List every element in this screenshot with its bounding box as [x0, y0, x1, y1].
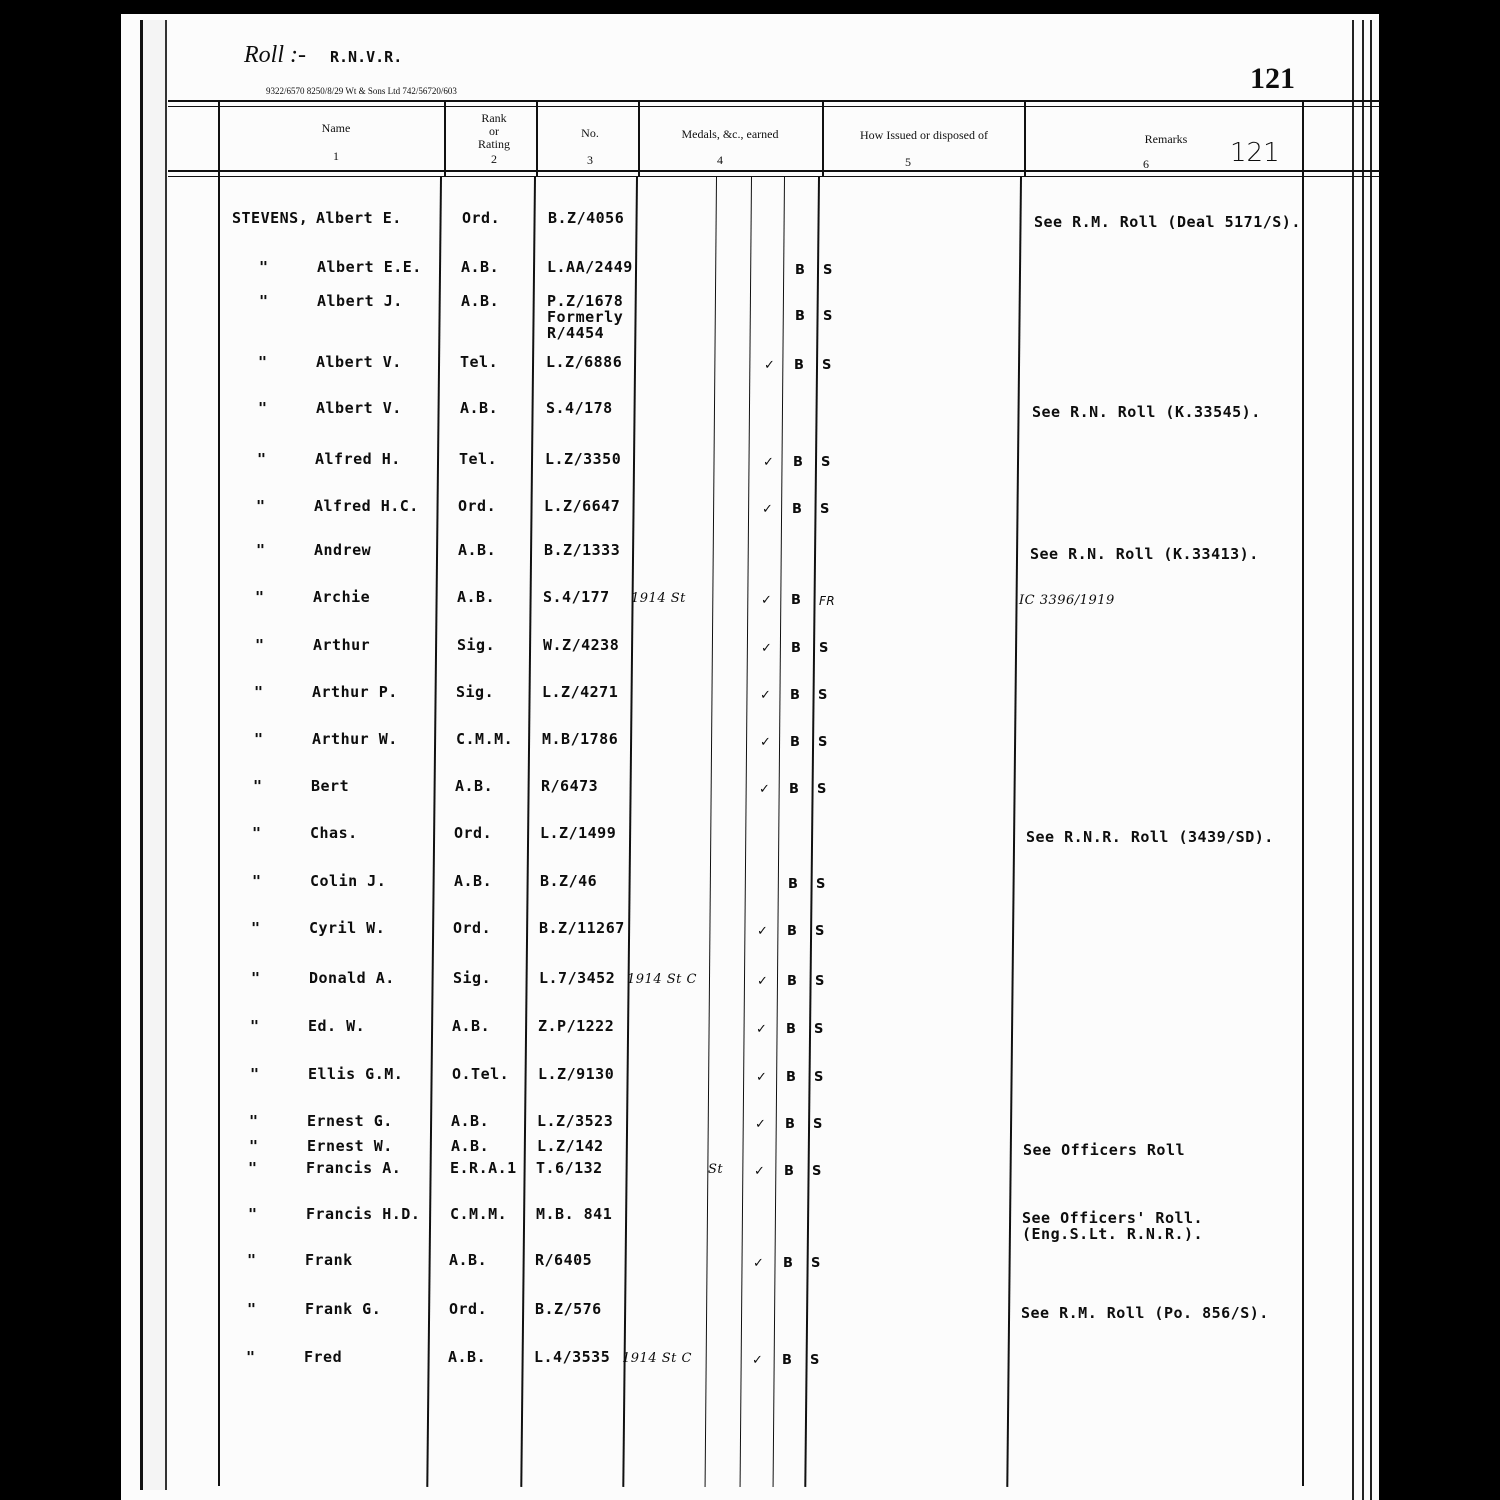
- entry-b-mark: B: [790, 688, 801, 703]
- entry-verified-check: ✓: [764, 358, 776, 373]
- top-rule: [168, 100, 1380, 102]
- entry-given-name: Bert: [311, 777, 350, 795]
- ditto-mark: ": [250, 1017, 260, 1035]
- entry-service-number: B.Z/46: [540, 872, 598, 890]
- entry-service-number: T.6/132: [536, 1159, 603, 1177]
- entry-surname: STEVENS,: [232, 209, 309, 227]
- col-header-remarks: Remarks: [1144, 132, 1188, 146]
- ditto-mark: ": [252, 824, 262, 842]
- col-divider: [218, 100, 220, 1486]
- entry-verified-check: ✓: [755, 1117, 767, 1132]
- entry-rank: C.M.M.: [450, 1205, 508, 1223]
- entry-given-name: Francis A.: [306, 1159, 402, 1177]
- entry-remarks: See R.M. Roll (Deal 5171/S).: [1034, 213, 1301, 231]
- entry-b-mark: B: [786, 1022, 797, 1037]
- entry-b-mark: B: [789, 782, 800, 797]
- entry-rank: A.B.: [461, 258, 500, 276]
- entry-given-name: Chas.: [310, 824, 358, 842]
- entry-s-mark: S: [820, 502, 830, 517]
- entry-medal-star: 1914 St: [631, 591, 686, 606]
- ditto-mark: ": [247, 1300, 257, 1318]
- entry-s-mark: FR: [819, 594, 836, 608]
- entry-given-name: Frank G.: [305, 1300, 382, 1318]
- entry-service-number: B.Z/11267: [539, 919, 625, 937]
- entry-s-mark: S: [823, 263, 833, 278]
- entry-b-mark: B: [785, 1117, 796, 1132]
- entry-star-mark: St: [708, 1162, 724, 1177]
- entry-verified-check: ✓: [761, 593, 773, 608]
- col-divider: [822, 100, 824, 177]
- ditto-mark: ": [255, 636, 265, 654]
- entry-service-number: W.Z/4238: [543, 636, 620, 654]
- entry-rank: Ord.: [458, 497, 497, 515]
- entry-remarks: See R.N. Roll (K.33545).: [1032, 403, 1261, 421]
- entry-rank: C.M.M.: [456, 730, 514, 748]
- entry-s-mark: S: [813, 1117, 823, 1132]
- entry-rank: Tel.: [459, 450, 498, 468]
- entry-b-mark: B: [787, 974, 798, 989]
- entry-given-name: Frank: [305, 1251, 353, 1269]
- entry-service-number: M.B/1786: [542, 730, 619, 748]
- entry-service-number: L.Z/3350: [545, 450, 622, 468]
- entry-b-mark: B: [792, 502, 803, 517]
- ditto-mark: ": [250, 1065, 260, 1083]
- col-header-issued: How Issued or disposed of: [860, 128, 988, 142]
- entry-rank: A.B.: [454, 872, 493, 890]
- entry-s-mark: S: [812, 1164, 822, 1179]
- print-code: 9322/6570 8250/8/29 Wt & Sons Ltd 742/56720/603: [266, 86, 457, 96]
- entry-verified-check: ✓: [753, 1256, 765, 1271]
- page-binding: [140, 20, 167, 1490]
- entry-b-mark: B: [793, 455, 804, 470]
- ditto-mark: ": [252, 872, 262, 890]
- entry-rank: Ord.: [453, 919, 492, 937]
- entry-s-mark: S: [823, 309, 833, 324]
- entry-given-name: Albert V.: [316, 353, 402, 371]
- entry-medal-star: 1914 St C: [622, 1351, 692, 1366]
- ditto-mark: ": [251, 919, 261, 937]
- ditto-mark: ": [254, 730, 264, 748]
- ditto-mark: ": [247, 1251, 257, 1269]
- col-header-number: No.: [581, 126, 599, 140]
- entry-given-name: Arthur: [313, 636, 371, 654]
- entry-rank: Sig.: [457, 636, 496, 654]
- entry-s-mark: S: [822, 358, 832, 373]
- col-header-rank: Rank or Rating: [478, 111, 510, 151]
- entry-verified-check: ✓: [757, 974, 769, 989]
- entry-s-mark: S: [821, 455, 831, 470]
- entry-rank: Ord.: [462, 209, 501, 227]
- entry-given-name: Archie: [313, 588, 371, 606]
- entry-rank: Tel.: [460, 353, 499, 371]
- col-header-name-num: 1: [333, 149, 339, 163]
- entry-rank: A.B.: [458, 541, 497, 559]
- col-divider: [638, 100, 640, 177]
- entry-rank: Ord.: [449, 1300, 488, 1318]
- entry-remarks: See R.N. Roll (K.33413).: [1030, 545, 1259, 563]
- entry-given-name: Andrew: [314, 541, 372, 559]
- entry-given-name: Ernest W.: [307, 1137, 393, 1155]
- ditto-mark: ": [256, 497, 266, 515]
- ditto-mark: ": [246, 1348, 256, 1366]
- entry-service-number: P.Z/1678 Formerly R/4454: [547, 292, 624, 342]
- ditto-mark: ": [255, 588, 265, 606]
- roll-unit: R.N.V.R.: [330, 48, 403, 66]
- entry-verified-check: ✓: [756, 1022, 768, 1037]
- col-divider: [1024, 100, 1026, 177]
- ditto-mark: ": [256, 541, 266, 559]
- page-edge: [1362, 20, 1364, 1500]
- entry-rank: E.R.A.1: [450, 1159, 517, 1177]
- entry-verified-check: ✓: [762, 502, 774, 517]
- entry-b-mark: B: [782, 1353, 793, 1368]
- entry-service-number: B.Z/4056: [548, 209, 625, 227]
- entry-b-mark: B: [790, 735, 801, 750]
- entry-b-mark: B: [795, 263, 806, 278]
- ditto-mark: ": [254, 683, 264, 701]
- entry-b-mark: B: [794, 358, 805, 373]
- entry-b-mark: B: [784, 1164, 795, 1179]
- entry-given-name: Arthur W.: [312, 730, 398, 748]
- entry-service-number: L.Z/6647: [544, 497, 621, 515]
- entry-verified-check: ✓: [761, 641, 773, 656]
- entry-service-number: M.B. 841: [536, 1205, 613, 1223]
- entry-given-name: Albert V.: [316, 399, 402, 417]
- entry-s-mark: S: [817, 782, 827, 797]
- entry-rank: A.B.: [461, 292, 500, 310]
- entry-b-mark: B: [795, 309, 806, 324]
- entry-s-mark: S: [818, 688, 828, 703]
- entry-rank: A.B.: [455, 777, 494, 795]
- entry-service-number: L.Z/142: [537, 1137, 604, 1155]
- entry-given-name: Colin J.: [310, 872, 387, 890]
- entry-given-name: Francis H.D.: [306, 1205, 421, 1223]
- entry-given-name: Cyril W.: [309, 919, 386, 937]
- entry-s-mark: S: [810, 1353, 820, 1368]
- ditto-mark: ": [248, 1159, 258, 1177]
- entry-verified-check: ✓: [754, 1164, 766, 1179]
- entry-service-number: L.Z/3523: [537, 1112, 614, 1130]
- entry-rank: A.B.: [448, 1348, 487, 1366]
- entry-remarks: See R.N.R. Roll (3439/SD).: [1026, 828, 1274, 846]
- roll-label: Roll :-: [244, 42, 306, 68]
- entry-given-name: Ed. W.: [308, 1017, 366, 1035]
- entry-remarks: See Officers Roll: [1023, 1141, 1186, 1159]
- entry-service-number: L.7/3452: [539, 969, 616, 987]
- entry-service-number: L.Z/1499: [540, 824, 617, 842]
- entry-service-number: L.AA/2449: [547, 258, 633, 276]
- col-header-medals: Medals, &c., earned: [681, 127, 779, 141]
- entry-verified-check: ✓: [756, 1070, 768, 1085]
- entry-rank: Ord.: [454, 824, 493, 842]
- entry-service-number: L.Z/6886: [546, 353, 623, 371]
- entry-rank: Sig.: [456, 683, 495, 701]
- ditto-mark: ": [257, 450, 267, 468]
- entry-given-name: Albert J.: [317, 292, 403, 310]
- entry-s-mark: S: [816, 877, 826, 892]
- page-number-handwritten: 121: [1230, 138, 1280, 168]
- entry-service-number: B.Z/1333: [544, 541, 621, 559]
- entry-rank: O.Tel.: [452, 1065, 510, 1083]
- col-divider: [444, 100, 446, 177]
- ditto-mark: ": [251, 969, 261, 987]
- col-header-medals-num: 4: [717, 153, 723, 167]
- entry-service-number: S.4/178: [546, 399, 613, 417]
- entry-given-name: Ernest G.: [307, 1112, 393, 1130]
- col-header-rank-num: 2: [491, 152, 497, 166]
- entry-b-mark: B: [787, 924, 798, 939]
- entry-verified-check: ✓: [763, 455, 775, 470]
- ditto-mark: ": [258, 399, 268, 417]
- entry-b-mark: B: [786, 1070, 797, 1085]
- entry-given-name: Albert E.: [316, 209, 402, 227]
- entry-s-mark: S: [814, 1022, 824, 1037]
- col-header-issued-num: 5: [905, 155, 911, 169]
- entry-given-name: Ellis G.M.: [308, 1065, 404, 1083]
- entry-b-mark: B: [783, 1256, 794, 1271]
- header-rule-thin: [168, 176, 1380, 177]
- header-rule: [168, 170, 1380, 172]
- entry-service-number: L.Z/4271: [542, 683, 619, 701]
- entry-remarks: See R.M. Roll (Po. 856/S).: [1021, 1304, 1269, 1322]
- ditto-mark: ": [249, 1112, 259, 1130]
- page-number-stamp: 121: [1250, 62, 1295, 95]
- entry-service-number: R/6405: [535, 1251, 593, 1269]
- entry-given-name: Alfred H.: [315, 450, 401, 468]
- entry-b-mark: B: [791, 593, 802, 608]
- col-header-name: Name: [321, 121, 351, 135]
- entry-given-name: Arthur P.: [312, 683, 398, 701]
- top-rule-thin: [168, 106, 1380, 107]
- entry-rank: A.B.: [457, 588, 496, 606]
- page-edge: [1352, 20, 1354, 1500]
- entry-service-number: Z.P/1222: [538, 1017, 615, 1035]
- ditto-mark: ": [259, 292, 269, 310]
- entry-given-name: Donald A.: [309, 969, 395, 987]
- entry-verified-check: ✓: [757, 924, 769, 939]
- entry-rank: Sig.: [453, 969, 492, 987]
- entry-s-mark: S: [814, 1070, 824, 1085]
- entry-service-number: L.Z/9130: [538, 1065, 615, 1083]
- entry-verified-check: ✓: [752, 1353, 764, 1368]
- entry-service-number: B.Z/576: [535, 1300, 602, 1318]
- ditto-mark: ": [248, 1205, 258, 1223]
- entry-service-number: S.4/177: [543, 588, 610, 606]
- entry-verified-check: ✓: [759, 782, 771, 797]
- entry-rank: A.B.: [452, 1017, 491, 1035]
- entry-rank: A.B.: [460, 399, 499, 417]
- col-header-remarks-num: 6: [1143, 157, 1149, 171]
- entry-given-name: Fred: [304, 1348, 343, 1366]
- entry-remarks: See Officers' Roll. (Eng.S.Lt. R.N.R.).: [1022, 1209, 1204, 1243]
- entry-given-name: Albert E.E.: [317, 258, 422, 276]
- entry-s-mark: S: [819, 641, 829, 656]
- col-header-number-num: 3: [587, 153, 593, 167]
- entry-medal-star: 1914 St C: [627, 972, 697, 987]
- entry-rank: A.B.: [451, 1112, 490, 1130]
- entry-verified-check: ✓: [760, 735, 772, 750]
- page-edge: [1370, 20, 1372, 1500]
- entry-given-name: Alfred H.C.: [314, 497, 419, 515]
- entry-service-number: L.4/3535: [534, 1348, 611, 1366]
- entry-rank: A.B.: [449, 1251, 488, 1269]
- col-divider: [536, 100, 538, 177]
- entry-s-mark: S: [811, 1256, 821, 1271]
- ditto-mark: ": [253, 777, 263, 795]
- entry-verified-check: ✓: [760, 688, 772, 703]
- entry-remarks: IC 3396/1919: [1019, 593, 1115, 608]
- entry-service-number: R/6473: [541, 777, 599, 795]
- ditto-mark: ": [259, 258, 269, 276]
- entry-b-mark: B: [791, 641, 802, 656]
- entry-rank: A.B.: [451, 1137, 490, 1155]
- col-divider: [1302, 100, 1304, 1486]
- entry-b-mark: B: [788, 877, 799, 892]
- entry-s-mark: S: [815, 924, 825, 939]
- ditto-mark: ": [258, 353, 268, 371]
- entry-s-mark: S: [818, 735, 828, 750]
- ditto-mark: ": [249, 1137, 259, 1155]
- entry-s-mark: S: [815, 974, 825, 989]
